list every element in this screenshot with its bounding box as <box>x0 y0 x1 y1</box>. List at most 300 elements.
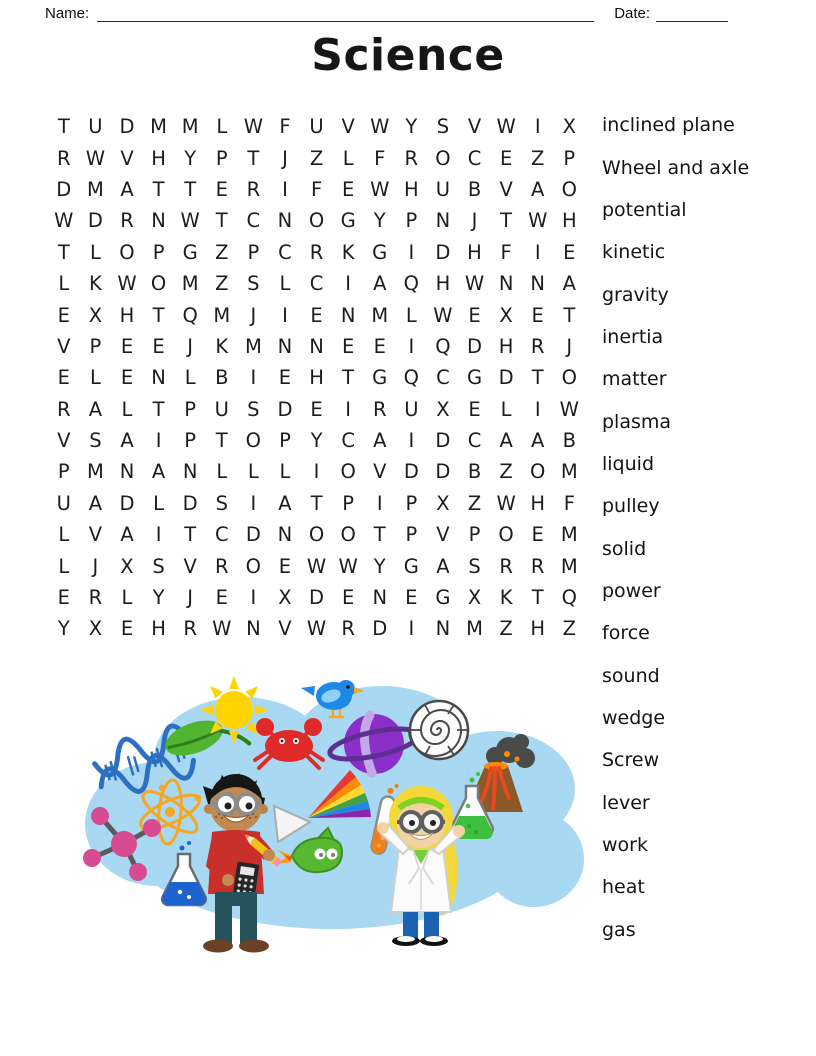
word-item: kinetic <box>602 241 666 264</box>
grid-letter: L <box>58 272 70 296</box>
grid-letter: O <box>119 240 135 264</box>
grid-letter: E <box>215 586 228 610</box>
grid-letter: M <box>181 272 199 296</box>
grid-letter: B <box>467 460 482 484</box>
grid-letter: T <box>531 366 544 390</box>
word-item: wedge <box>602 706 666 729</box>
grid-letter: H <box>151 146 166 170</box>
grid-letter: W <box>243 115 263 139</box>
grid-letter: M <box>466 617 483 641</box>
grid-letter: O <box>340 460 356 484</box>
grid-letter: J <box>187 586 194 610</box>
grid-letter: Z <box>309 146 324 170</box>
grid-letter: F <box>310 177 323 201</box>
grid-letter: E <box>120 617 134 641</box>
grid-letter: T <box>184 523 197 547</box>
grid-letter: U <box>88 115 103 139</box>
grid-letter: R <box>341 617 355 641</box>
grid-letter: J <box>282 146 288 170</box>
grid-letter: Y <box>57 617 70 641</box>
grid-letter: S <box>215 491 228 515</box>
grid-letter: K <box>499 586 513 610</box>
grid-letter: E <box>310 303 323 327</box>
grid-letter: E <box>57 366 70 390</box>
grid-letter: Y <box>373 209 386 233</box>
word-list <box>602 104 749 951</box>
grid-letter: N <box>151 366 166 390</box>
grid-letter: I <box>534 397 541 421</box>
grid-letter: A <box>531 177 545 201</box>
grid-letter: O <box>498 523 514 547</box>
grid-letter: N <box>246 617 261 641</box>
grid-letter: T <box>342 366 355 390</box>
grid-letter: N <box>119 460 135 484</box>
grid-letter: V <box>278 617 292 641</box>
grid-letter: R <box>499 554 513 578</box>
grid-letter: Q <box>182 303 198 327</box>
grid-letter: B <box>467 177 482 201</box>
grid-letter: U <box>214 397 229 421</box>
grid-letter: A <box>373 272 387 296</box>
science-illustration <box>82 664 584 960</box>
grid-letter: D <box>435 240 451 264</box>
grid-letter: I <box>345 272 352 296</box>
grid-letter: M <box>244 334 262 358</box>
grid-letter: A <box>88 397 103 421</box>
grid-letter: O <box>561 177 577 201</box>
grid-letter: N <box>277 334 293 358</box>
grid-letter: X <box>467 586 482 610</box>
grid-letter: W <box>370 115 390 139</box>
grid-letter: E <box>278 366 292 390</box>
grid-letter: W <box>559 397 579 421</box>
grid-letter: S <box>152 554 165 578</box>
grid-letter: T <box>563 303 576 327</box>
grid-letter: E <box>341 177 355 201</box>
grid-letter: R <box>309 240 324 264</box>
grid-letter: A <box>151 460 166 484</box>
grid-letter: P <box>405 523 418 547</box>
grid-letter: E <box>373 334 386 358</box>
grid-letter: F <box>563 491 575 515</box>
grid-letter: N <box>530 272 545 296</box>
grid-letter: I <box>534 240 541 264</box>
grid-letter: O <box>308 209 325 233</box>
grid-letter: I <box>376 491 383 515</box>
grid-letter: R <box>57 397 71 421</box>
grid-letter: O <box>340 523 356 547</box>
grid-letter: C <box>467 429 482 453</box>
grid-letter: G <box>372 240 388 264</box>
grid-letter: M <box>181 115 199 139</box>
grid-letter: V <box>183 554 197 578</box>
grid-letter: E <box>310 397 323 421</box>
grid-letter: K <box>215 334 229 358</box>
grid-letter: C <box>246 209 261 233</box>
grid-letter: J <box>92 554 99 578</box>
grid-letter: Y <box>152 586 165 610</box>
grid-letter: I <box>313 460 320 484</box>
grid-letter: L <box>279 272 291 296</box>
grid-letter: X <box>562 115 576 139</box>
grid-letter: P <box>405 209 418 233</box>
grid-letter: P <box>279 429 291 453</box>
grid-letter: L <box>342 146 354 170</box>
grid-letter: E <box>531 523 544 547</box>
grid-letter: E <box>468 303 481 327</box>
grid-letter: N <box>182 460 198 484</box>
grid-letter: T <box>152 177 165 201</box>
grid-letter: E <box>499 146 513 170</box>
grid-letter: H <box>435 272 451 296</box>
grid-letter: L <box>58 523 70 547</box>
grid-letter: R <box>530 554 545 578</box>
grid-letter: L <box>89 240 101 264</box>
name-blank-line <box>97 7 594 22</box>
grid-letter: E <box>341 586 355 610</box>
grid-letter: I <box>534 115 541 139</box>
grid-letter: V <box>88 523 103 547</box>
grid-letter: D <box>498 366 514 390</box>
grid-letter: J <box>566 334 573 358</box>
grid-letter: A <box>120 177 134 201</box>
grid-letter: H <box>498 334 514 358</box>
header-row <box>45 2 728 22</box>
grid-letter: D <box>119 115 135 139</box>
grid-letter: D <box>372 617 388 641</box>
grid-letter: R <box>404 146 419 170</box>
grid-letter: S <box>468 554 481 578</box>
word-item: pulley <box>602 495 660 518</box>
grid-letter: U <box>435 177 451 201</box>
grid-letter: Q <box>403 366 419 390</box>
date-label: Date: <box>614 5 651 22</box>
grid-letter: I <box>408 334 415 358</box>
word-item: plasma <box>602 410 672 433</box>
grid-letter: C <box>341 429 355 453</box>
grid-letter: S <box>247 272 260 296</box>
grid-letter: P <box>184 397 197 421</box>
grid-letter: W <box>496 115 516 139</box>
grid-letter: L <box>247 460 259 484</box>
word-item: force <box>602 622 650 645</box>
name-label: Name: <box>45 5 90 22</box>
grid-letter: W <box>464 272 485 296</box>
grid-letter: T <box>57 115 70 139</box>
grid-letter: W <box>117 272 137 296</box>
grid-letter: S <box>89 429 102 453</box>
grid-letter: L <box>184 366 196 390</box>
grid-letter: A <box>436 554 450 578</box>
grid-letter: I <box>155 523 162 547</box>
word-item: inertia <box>602 325 664 348</box>
grid-letter: R <box>88 586 103 610</box>
grid-letter: I <box>282 303 288 327</box>
grid-letter: L <box>58 554 70 578</box>
grid-letter: M <box>560 523 578 547</box>
grid-letter: I <box>345 397 352 421</box>
grid-letter: D <box>467 334 483 358</box>
grid-letter: E <box>468 397 481 421</box>
grid-letter: A <box>373 429 387 453</box>
grid-letter: A <box>562 272 576 296</box>
grid-letter: D <box>277 397 293 421</box>
grid-letter: D <box>87 209 103 233</box>
grid-letter: D <box>119 491 135 515</box>
grid-letter: X <box>88 303 103 327</box>
grid-letter: N <box>372 586 388 610</box>
grid-letter: M <box>560 554 578 578</box>
grid-letter: U <box>404 397 419 421</box>
date-blank-line <box>656 7 728 22</box>
grid-letter: E <box>278 554 292 578</box>
grid-letter: V <box>341 115 355 139</box>
grid-letter: Q <box>561 586 577 610</box>
puzzle-title: Science <box>311 30 505 81</box>
grid-letter: A <box>120 523 134 547</box>
grid-letter: X <box>278 586 292 610</box>
grid-letter: W <box>433 303 453 327</box>
grid-letter: G <box>340 209 356 233</box>
grid-letter: I <box>155 429 162 453</box>
grid-letter: H <box>561 209 577 233</box>
grid-letter: H <box>467 240 482 264</box>
grid-letter: O <box>308 523 325 547</box>
grid-letter: N <box>435 617 451 641</box>
grid-letter: W <box>306 617 327 641</box>
grid-letter: L <box>216 115 228 139</box>
grid-letter: A <box>88 491 103 515</box>
grid-letter: W <box>370 177 390 201</box>
grid-letter: P <box>184 429 197 453</box>
grid-letter: L <box>153 491 165 515</box>
grid-letter: L <box>89 366 101 390</box>
grid-letter: O <box>561 366 577 390</box>
grid-letter: Z <box>499 460 513 484</box>
grid-letter: Z <box>562 617 576 641</box>
grid-letter: W <box>212 617 232 641</box>
grid-letter: L <box>216 460 228 484</box>
grid-letter: R <box>214 554 229 578</box>
grid-letter: P <box>89 334 102 358</box>
grid-letter: O <box>150 272 167 296</box>
grid-letter: P <box>405 491 418 515</box>
grid-letter: C <box>467 146 482 170</box>
grid-letter: L <box>121 397 133 421</box>
grid-letter: I <box>408 240 415 264</box>
grid-letter: N <box>151 209 166 233</box>
grid-letter: Y <box>405 115 418 139</box>
grid-letter: P <box>563 146 576 170</box>
grid-letter: D <box>435 460 451 484</box>
grid-letter: E <box>341 334 355 358</box>
grid-letter: Z <box>531 146 545 170</box>
grid-letter: F <box>374 146 386 170</box>
grid-letter: L <box>121 586 133 610</box>
grid-letter: R <box>530 334 545 358</box>
grid-letter: H <box>151 617 166 641</box>
word-item: Screw <box>602 749 660 772</box>
fossil-shell-icon <box>409 701 468 759</box>
grid-letter: A <box>120 429 134 453</box>
grid-letter: V <box>467 115 482 139</box>
grid-letter: L <box>405 303 417 327</box>
word-item: solid <box>602 537 647 560</box>
grid-letter: P <box>215 146 228 170</box>
grid-letter: T <box>152 303 165 327</box>
grid-letter: V <box>499 177 513 201</box>
grid-letter: X <box>436 491 450 515</box>
grid-letter: G <box>466 366 483 390</box>
grid-letter: U <box>56 491 71 515</box>
grid-letter: T <box>247 146 260 170</box>
grid-letter: S <box>247 397 260 421</box>
grid-letter: A <box>499 429 513 453</box>
grid-letter: H <box>119 303 135 327</box>
grid-letter: X <box>120 554 134 578</box>
grid-letter: X <box>88 617 103 641</box>
grid-letter: I <box>250 366 257 390</box>
grid-letter: T <box>500 209 513 233</box>
grid-letter: Z <box>215 272 229 296</box>
grid-letter: W <box>496 491 516 515</box>
grid-letter: T <box>152 397 165 421</box>
grid-letter: E <box>57 303 70 327</box>
word-item: sound <box>602 664 660 687</box>
sun-icon <box>200 676 268 744</box>
grid-letter: D <box>309 586 325 610</box>
grid-letter: F <box>500 240 512 264</box>
grid-letter: C <box>214 523 229 547</box>
grid-letter: N <box>435 209 451 233</box>
word-item: matter <box>602 368 667 391</box>
word-item: heat <box>602 876 645 899</box>
grid-letter: P <box>468 523 481 547</box>
grid-letter: H <box>309 366 324 390</box>
grid-letter: Q <box>403 272 419 296</box>
grid-letter: K <box>88 272 102 296</box>
grid-letter: E <box>405 586 418 610</box>
grid-letter: P <box>57 460 70 484</box>
grid-letter: E <box>120 366 134 390</box>
grid-letter: G <box>435 586 451 610</box>
grid-letter: H <box>530 617 546 641</box>
word-item: power <box>602 579 661 602</box>
grid-letter: G <box>372 366 388 390</box>
grid-letter: M <box>371 303 389 327</box>
grid-letter: F <box>279 115 291 139</box>
grid-letter: Y <box>310 429 323 453</box>
word-item: gas <box>602 918 636 941</box>
grid-letter: T <box>373 523 386 547</box>
grid-letter: P <box>152 240 165 264</box>
grid-letter: L <box>279 460 291 484</box>
grid-letter: V <box>436 523 450 547</box>
grid-letter: N <box>277 209 293 233</box>
grid-letter: R <box>372 397 387 421</box>
grid-letter: W <box>54 209 74 233</box>
grid-letter: D <box>403 460 419 484</box>
grid-letter: G <box>403 554 419 578</box>
grid-letter: I <box>282 177 288 201</box>
grid-letter: J <box>187 334 194 358</box>
grid-letter: B <box>215 366 229 390</box>
grid-letter: Q <box>435 334 451 358</box>
grid-letter: E <box>563 240 576 264</box>
grid-letter: X <box>436 397 450 421</box>
grid-letter: C <box>436 366 450 390</box>
grid-letter: I <box>408 617 415 641</box>
grid-letter: O <box>435 146 451 170</box>
grid-letter: C <box>278 240 292 264</box>
grid-letter: N <box>277 523 293 547</box>
grid-letter: P <box>342 491 355 515</box>
puzzle-grid <box>48 111 585 645</box>
grid-letter: V <box>57 334 71 358</box>
grid-letter: W <box>528 209 548 233</box>
grid-letter: D <box>182 491 198 515</box>
grid-letter: T <box>215 429 228 453</box>
grid-letter: P <box>247 240 260 264</box>
grid-letter: Y <box>184 146 197 170</box>
grid-letter: N <box>309 334 324 358</box>
word-item: gravity <box>602 283 669 306</box>
grid-letter: J <box>250 303 257 327</box>
grid-letter: T <box>531 586 544 610</box>
grid-letter: T <box>215 209 228 233</box>
grid-letter: T <box>57 240 70 264</box>
grid-letter: N <box>340 303 356 327</box>
grid-letter: G <box>182 240 198 264</box>
word-item: lever <box>602 791 650 814</box>
grid-letter: Z <box>499 617 513 641</box>
grid-letter: L <box>500 397 512 421</box>
grid-letter: M <box>213 303 231 327</box>
word-item: liquid <box>602 452 654 475</box>
grid-letter: O <box>245 554 262 578</box>
grid-letter: M <box>150 115 167 139</box>
grid-letter: D <box>435 429 451 453</box>
grid-letter: H <box>403 177 419 201</box>
grid-letter: S <box>436 115 450 139</box>
grid-letter: E <box>531 303 544 327</box>
grid-letter: O <box>530 460 546 484</box>
grid-letter: B <box>562 429 576 453</box>
grid-letter: U <box>309 115 324 139</box>
grid-letter: W <box>338 554 358 578</box>
grid-letter: M <box>86 177 104 201</box>
grid-letter: O <box>245 429 262 453</box>
grid-letter: A <box>531 429 545 453</box>
grid-letter: E <box>215 177 228 201</box>
grid-letter: E <box>57 586 70 610</box>
grid-letter: W <box>306 554 327 578</box>
word-item: Wheel and axle <box>602 156 750 179</box>
grid-letter: C <box>309 272 324 296</box>
grid-letter: V <box>120 146 134 170</box>
grid-letter: D <box>56 177 72 201</box>
grid-letter: R <box>246 177 261 201</box>
grid-letter: R <box>183 617 197 641</box>
grid-letter: Z <box>215 240 229 264</box>
word-item: work <box>602 834 648 857</box>
grid-letter: D <box>245 523 261 547</box>
grid-letter: W <box>180 209 200 233</box>
grid-letter: E <box>120 334 134 358</box>
grid-letter: R <box>57 146 71 170</box>
grid-letter: M <box>560 460 578 484</box>
grid-letter: T <box>184 177 197 201</box>
